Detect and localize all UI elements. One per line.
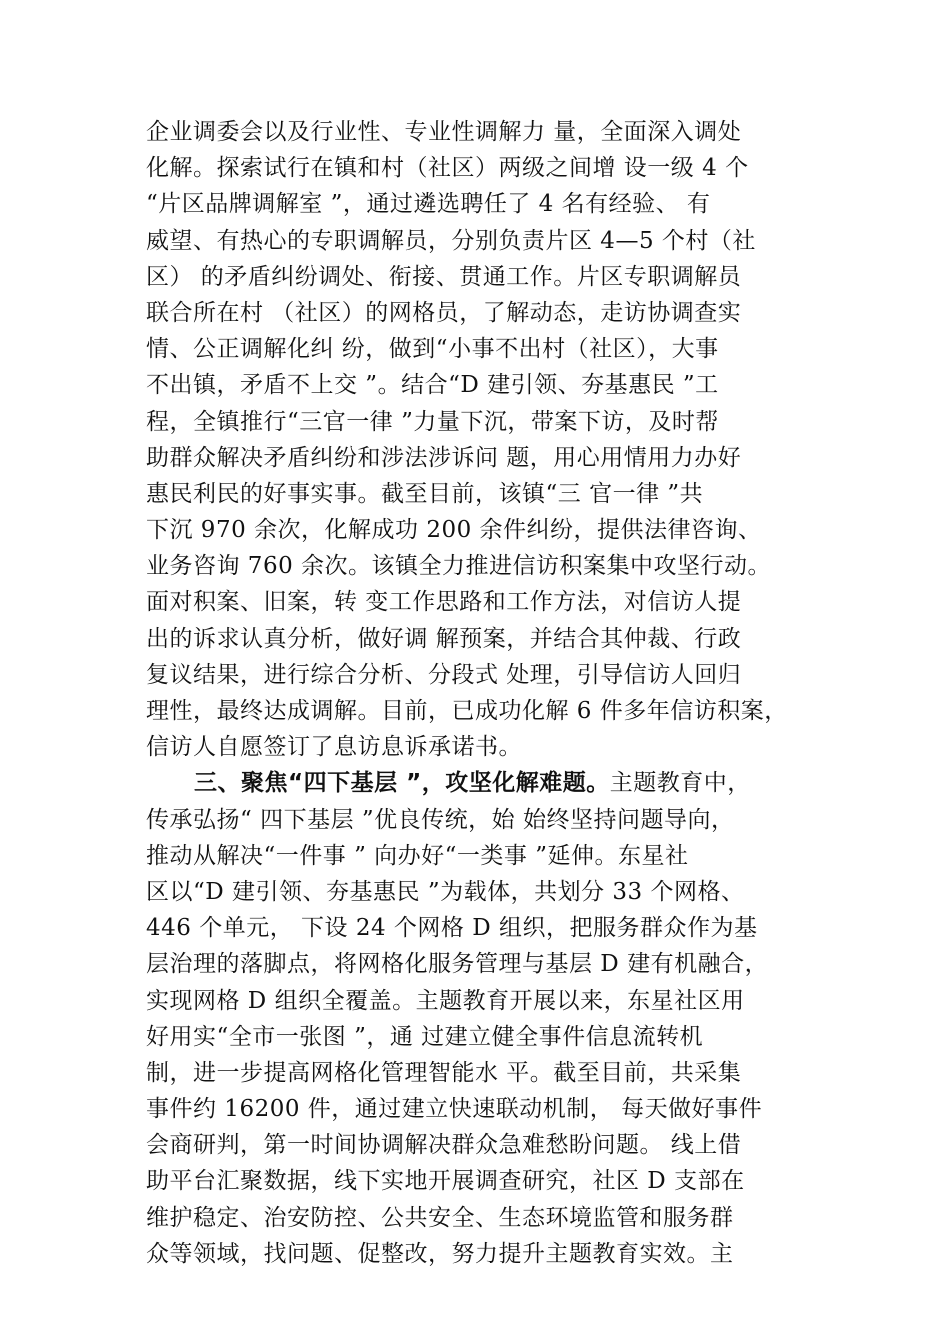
text-line: 信访人自愿签订了息访息诉承诺书。 bbox=[146, 734, 522, 761]
text-line: 实现网格 D 组织全覆盖。主题教育开展以来，东星社区用 bbox=[146, 987, 745, 1014]
text-line: 面对积案、旧案，转 变工作思路和工作方法，对信访人提 bbox=[146, 589, 742, 616]
text-line: 区） 的矛盾纠纷调处、衔接、贯通工作。片区专职调解员 bbox=[146, 263, 742, 290]
text-line: 446 个单元， 下设 24 个网格 D 组织，把服务群众作为基 bbox=[146, 915, 758, 942]
text-line: 层治理的落脚点，将网格化服务管理与基层 D 建有机融合， bbox=[146, 951, 769, 978]
text-line: 推动从解决“一件事 ” 向办好“一类事 ”延伸。东星社 bbox=[146, 842, 689, 869]
text-line: 传承弘扬“ 四下基层 ”优良传统，始 始终坚持问题导向， bbox=[146, 806, 735, 833]
document-body bbox=[146, 114, 812, 1272]
text-line: 会商研判，第一时间协调解决群众急难愁盼问题。 线上借 bbox=[146, 1132, 742, 1159]
text-line: “片区品牌调解室 ”，通过遴选聘任了 4 名有经验、 有 bbox=[146, 191, 711, 218]
section-heading: 三、聚焦“四下基层 ”，攻坚化解难题。 bbox=[194, 770, 610, 797]
text-line: 理性，最终达成调解。目前，已成功化解 6 件多年信访积案， bbox=[146, 698, 788, 724]
text-line: 助群众解决矛盾纠纷和涉法涉诉问 题，用心用情用力办好 bbox=[146, 444, 742, 471]
text-line: 化解。探索试行在镇和村（社区）两级之间增 设一级 4 个 bbox=[146, 155, 749, 182]
paragraph-four-down bbox=[146, 765, 812, 1272]
text-line: 复议结果，进行综合分析、分段式 处理，引导信访人回归 bbox=[146, 661, 742, 688]
text-line: 助平台汇聚数据，线下实地开展调查研究，社区 D 支部在 bbox=[146, 1168, 745, 1195]
text-line: 众等领域，找问题、促整改，努力提升主题教育实效。主 bbox=[146, 1240, 734, 1267]
text-line: 制，进一步提高网格化管理智能水 平。截至目前，共采集 bbox=[146, 1059, 742, 1086]
paragraph-mediation bbox=[146, 114, 812, 765]
text-line: 惠民利民的好事实事。截至目前，该镇“三 官一律 ”共 bbox=[146, 480, 704, 507]
text-line: 威望、有热心的专职调解员，分别负责片区 4—5 个村（社 bbox=[146, 227, 756, 254]
text-line: 联合所在村 （社区）的网格员，了解动态，走访协调查实 bbox=[146, 299, 742, 326]
text-line: 出的诉求认真分析，做好调 解预案，并结合其仲裁、行政 bbox=[146, 625, 742, 652]
text-line: 事件约 16200 件，通过建立快速联动机制， 每天做好事件 bbox=[146, 1096, 763, 1123]
text-line: 不出镇，矛盾不上交 ”。结合“D 建引领、夯基惠民 ”工 bbox=[146, 372, 719, 399]
heading-line-rest: 主题教育中， bbox=[609, 770, 751, 797]
text-line: 情、公正调解化纠 纷，做到“小事不出村（社区），大事 bbox=[146, 336, 719, 363]
text-line: 程，全镇推行“三官一律 ”力量下沉，带案下访，及时帮 bbox=[146, 408, 719, 435]
text-line: 好用实“全市一张图 ”，通 过建立健全事件信息流转机 bbox=[146, 1023, 704, 1050]
heading-line bbox=[146, 765, 812, 801]
text-line: 业务咨询 760 余次。该镇全力推进信访积案集中攻坚行动。 bbox=[146, 553, 772, 580]
text-line: 区以“D 建引领、夯基惠民 ”为载体，共划分 33 个网格、 bbox=[146, 878, 745, 905]
text-line: 下沉 970 余次，化解成功 200 余件纠纷，提供法律咨询、 bbox=[146, 517, 762, 544]
text-line: 企业调委会以及行业性、专业性调解力 量，全面深入调处 bbox=[146, 119, 742, 145]
text-line: 维护稳定、治安防控、公共安全、生态环境监管和服务群 bbox=[146, 1204, 734, 1231]
